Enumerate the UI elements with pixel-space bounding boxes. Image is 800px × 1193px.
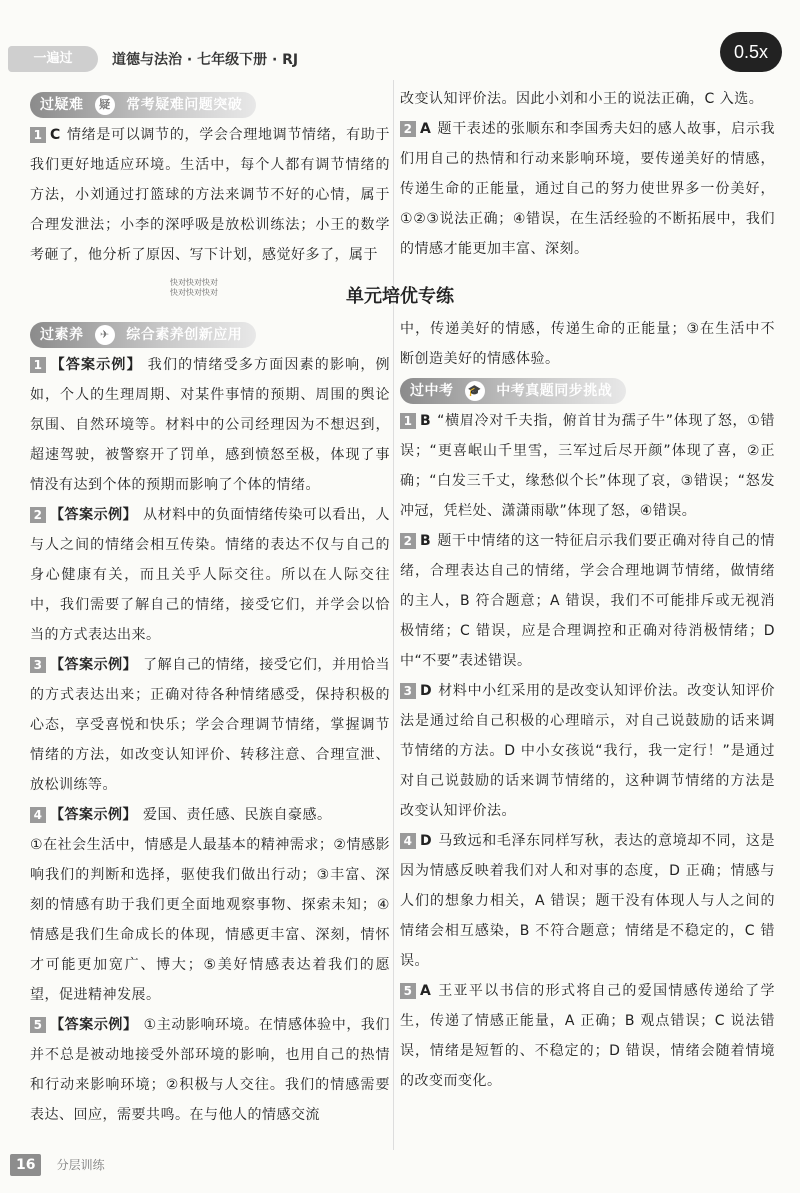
answer-item [30, 650, 390, 800]
answer-text: “横眉冷对千夫指，俯首甘为孺子牛”体现了怒，①错误；“更喜岷山千里雪，三军过后尽开颜”体现了喜，②正确；“白发三千丈，缘愁似个长”体现了哀，③错误；“怒发冲冠，凭栏处、潇潇雨歇”体现了怒，④错误。 [400, 413, 775, 519]
brand-logo: 一遍过 [8, 46, 98, 72]
question-number: 1 [30, 127, 46, 143]
answer-continuation: 中，传递美好的情感，传递生命的正能量；③在生活中不断创造美好的情感体验。 [400, 321, 775, 367]
answer-key: D [420, 683, 433, 699]
top-bar [8, 40, 792, 78]
section-header-guozhongkao [400, 378, 626, 404]
playback-speed-button[interactable]: 0.5x [720, 32, 782, 72]
answer-text: 题干中情绪的这一特征启示我们要正确对待自己的情绪，合理表达自己的情绪，学会合理地调节情绪，做情绪的主人，B 符合题意；A 错误，我们不可能排斥或无视消极情绪；C 错误，应是合理调控和正确对待消极情绪；D 中“不要”表述错误。 [400, 533, 775, 669]
section-title: 中考真题同步挑战 [496, 383, 613, 399]
question-number: 4 [400, 833, 416, 849]
answer-key: 【答案示例】 [50, 1017, 138, 1033]
section-title: 常考疑难问题突破 [126, 97, 243, 113]
question-number: 3 [400, 683, 416, 699]
answer-text: 从材料中的负面情绪传染可以看出，人与人之间的情绪会相互传染。情绪的表达不仅与自己的身心健康有关，而且关乎人际交往。所以在人际交往中，我们需要了解自己的情绪，接受它们，并学会以恰当的方式表达出来。 [30, 507, 391, 643]
question-number: 1 [400, 413, 416, 429]
answer-key: B [420, 413, 432, 429]
section-header-guosuyang [30, 322, 256, 348]
section-label: 过素养 [40, 327, 84, 343]
answer-text: 王亚平以书信的形式将自己的爱国情感传递给了学生，传递了情感正能量，A 正确；B 观点错误；C 说法错误，情绪是短暂的、不稳定的；D 错误，情绪会随着情境的改变而变化。 [400, 983, 775, 1089]
left-top-column [30, 88, 390, 270]
section-title: 综合素养创新应用 [126, 327, 243, 343]
answer-text: 情绪是可以调节的，学会合理地调节情绪，有助于我们更好地适应环境。生活中，每个人都有调节情绪的方法，小刘通过打篮球的方法来调节不好的心情，属于合理发泄法；小李的深呼吸是放松训练法；小王的数学考砸了，他分析了原因、写下计划，感觉好多了，属于 [30, 127, 390, 263]
answer-item [30, 350, 390, 500]
answer-key: A [420, 983, 432, 999]
answer-item [30, 1010, 390, 1130]
answer-key: A [420, 121, 432, 137]
book-title: 道德与法治 · 七年级下册 · RJ [112, 52, 299, 68]
question-number: 2 [400, 121, 416, 137]
question-number: 1 [30, 357, 46, 373]
right-bottom-column [400, 314, 775, 1096]
answer-text: 马致远和毛泽东同样写秋，表达的意境却不同，这是因为情感反映着我们对人和对事的态度，D 正确；情感与人们的想象力相关，A 错误；题干没有体现人与人之间的情绪会相互感染，B 不符合题意；情绪是不稳定的，C 错误。 [400, 833, 775, 969]
question-number: 5 [30, 1017, 46, 1033]
section-label: 过中考 [410, 383, 454, 399]
question-number: 5 [400, 983, 416, 999]
right-top-column [400, 84, 775, 264]
answer-item [400, 526, 775, 676]
answer-text: 题干表述的张顺东和李国秀夫妇的感人故事，启示我们用自己的热情和行动来影响环境，要传递美好的情感，传递生命的正能量，通过自己的努力使世界多一份美好，①②③说法正确；④错误，在生活经验的不断拓展中，我们的情感才能更加丰富、深刻。 [400, 121, 775, 257]
answer-key: 【答案示例】 [50, 507, 138, 523]
answer-item [30, 120, 390, 270]
answer-item [30, 800, 390, 830]
answer-text: 了解自己的情绪，接受它们，并用恰当的方式表达出来；正确对待各种情绪感受，保持积极的心态，享受喜悦和快乐；学会合理调节情绪，掌握调节情绪的方法，如改变认知评价、转移注意、合理宣泄、放松训练等。 [30, 657, 391, 793]
question-number: 4 [30, 807, 46, 823]
answer-continuation: ①在社会生活中，情感是人最基本的精神需求；②情感影响我们的判断和选择，驱使我们做出行动；③丰富、深刻的情感有助于我们更全面地观察事物、探索未知；④情感是我们生命成长的体现，情感更丰富、深刻，情怀才可能更加宽广、博大；⑤美好情感表达着我们的愿望，促进精神发展。 [30, 837, 390, 1003]
answer-item [400, 406, 775, 526]
answer-key: 【答案示例】 [50, 357, 142, 373]
answer-item [400, 976, 775, 1096]
answer-key: C [50, 127, 61, 143]
question-number: 2 [30, 507, 46, 523]
page-number: 16 [10, 1154, 41, 1176]
question-icon: 疑 [95, 95, 115, 115]
graduation-cap-icon: 🎓 [465, 381, 485, 401]
question-number: 3 [30, 657, 46, 673]
watermark-note: 快对快对快对 快对快对快对 [170, 278, 218, 297]
answer-text: 材料中小红采用的是改变认知评价法。改变认知评价法是通过给自己积极的心理暗示，对自己说鼓励的话来调节情绪的方法。D 中小女孩说“我行，我一定行！”是通过对自己说鼓励的话来调节情绪的，这种调节情绪的方法是改变认知评价法。 [400, 683, 775, 819]
unit-title: 单元培优专练 [346, 286, 454, 307]
page-footer [10, 1154, 210, 1180]
column-divider [393, 80, 394, 1150]
answer-item [30, 500, 390, 650]
answer-item [400, 826, 775, 976]
answer-item [400, 676, 775, 826]
left-bottom-column [30, 318, 390, 1130]
question-number: 2 [400, 533, 416, 549]
section-label: 过疑难 [40, 97, 84, 113]
answer-text: ①主动影响环境。在情感体验中，我们并不总是被动地接受外部环境的影响，也用自己的热情和行动来影响环境；②积极与人交往。我们的情感需要表达、回应，需要共鸣。在与他人的情感交流 [30, 1017, 390, 1123]
answer-continuation: 改变认知评价法。因此小刘和小王的说法正确，C 入选。 [400, 91, 764, 107]
answer-key: D [420, 833, 433, 849]
answer-text: 我们的情绪受多方面因素的影响，例如，个人的生理周期、对某件事情的预期、周围的舆论氛围、自然环境等。材料中的公司经理因为不想迟到，超速驾驶，被警察开了罚单，感到愤怒至极，体现了事情没有达到个体的预期而影响了个体的情绪。 [30, 357, 391, 493]
answer-key: B [420, 533, 432, 549]
answer-key: 【答案示例】 [50, 657, 138, 673]
footer-label: 分层训练 [56, 1158, 105, 1172]
paper-plane-icon: ✈ [95, 325, 115, 345]
section-header-guoyinan [30, 92, 256, 118]
answer-key: 【答案示例】 [50, 807, 137, 823]
answer-item [400, 114, 775, 264]
answer-text: 爱国、责任感、民族自豪感。 [143, 807, 332, 823]
